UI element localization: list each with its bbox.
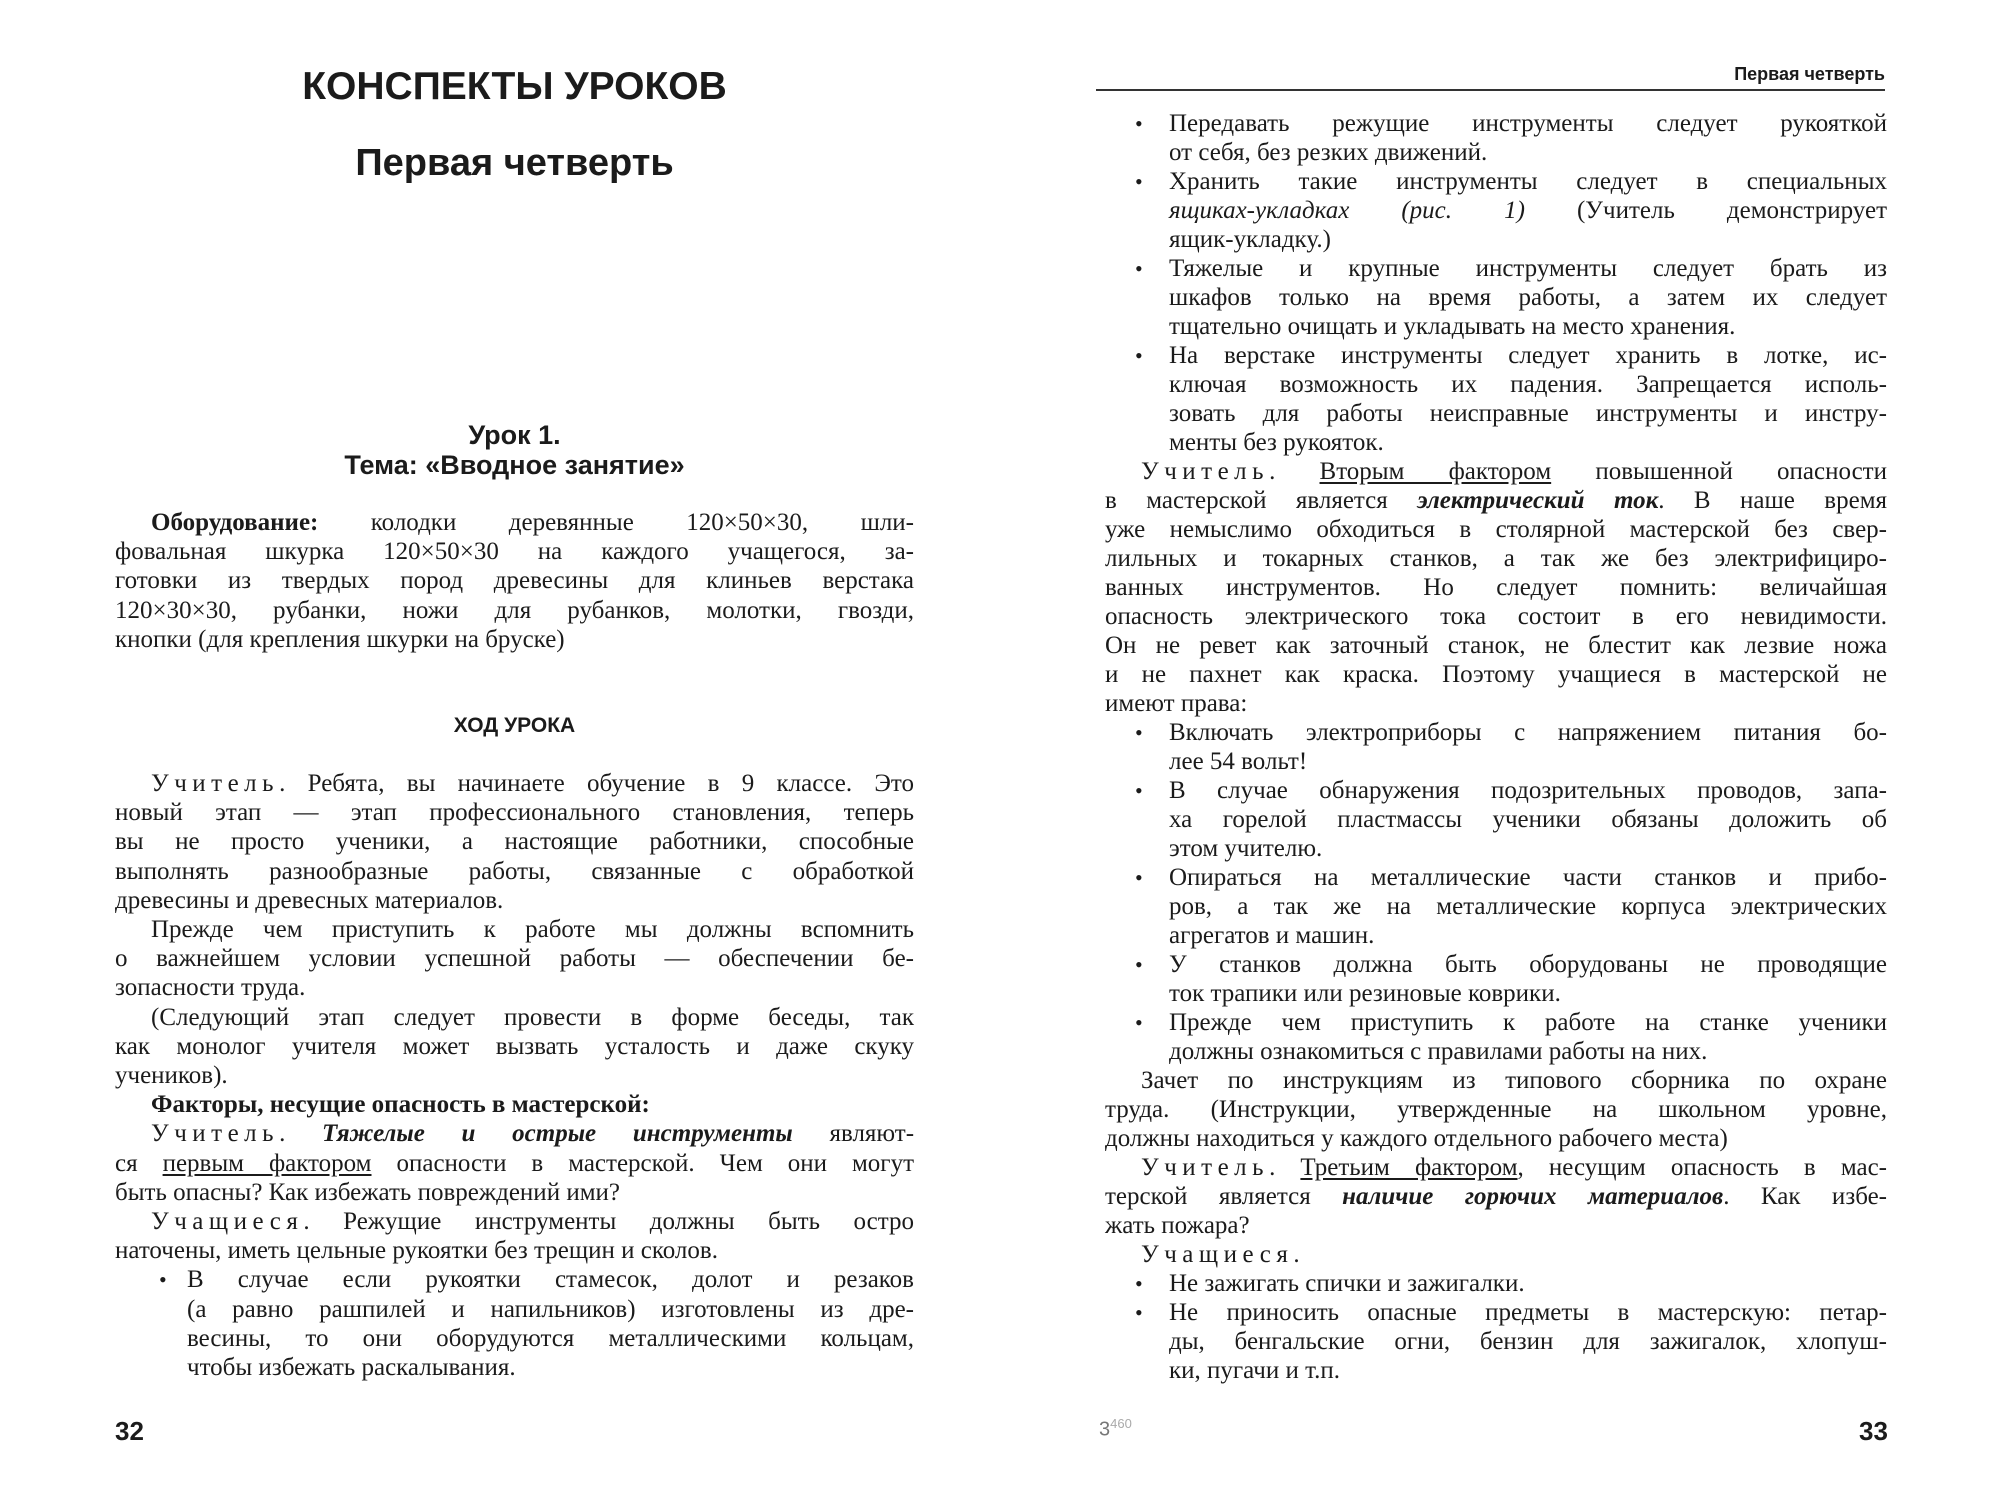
text-line	[1169, 283, 1887, 312]
text-line	[1169, 1298, 1887, 1327]
text-segment: агрегатов и машин.	[1169, 922, 1375, 949]
text-line	[115, 769, 914, 798]
paragraph	[1105, 1066, 1887, 1153]
text-segment: На верстаке инструменты следует хранить в лотке, ис-	[1169, 342, 1887, 369]
page-title: КОНСПЕКТЫ УРОКОВ	[302, 65, 727, 108]
text-segment: как монолог учителя может вызвать усталость и даже скуку	[115, 1032, 914, 1060]
text-line	[1105, 631, 1887, 660]
text-line	[1169, 225, 1887, 254]
text-segment: Хранить такие инструменты следует в специальных	[1169, 168, 1887, 195]
text-line	[1105, 1211, 1887, 1240]
text-line	[1169, 892, 1887, 921]
text-line	[115, 827, 914, 856]
bullet-icon: •	[1135, 1271, 1143, 1296]
text-line	[1169, 109, 1887, 138]
text-line	[1105, 602, 1887, 631]
text-line	[115, 1236, 914, 1265]
text-segment: Тяжелые и крупные инструменты следует брать из	[1169, 255, 1887, 282]
text-segment: Третьим фактором	[1300, 1154, 1518, 1181]
text-line	[115, 1178, 914, 1207]
text-segment: фовальная шкурка 120×50×30 на каждого учащегося, за-	[115, 538, 914, 566]
text-segment: должны находиться у каждого отдельного рабочего места)	[1105, 1125, 1728, 1152]
text-segment: терской является	[1105, 1183, 1343, 1210]
text-segment: шкафов только на время работы, а затем их следует	[1169, 284, 1887, 311]
text-segment: учеников).	[115, 1062, 228, 1090]
text-segment: Факторы, несущие опасность в мастерской:	[151, 1091, 650, 1119]
text-line	[115, 537, 914, 566]
text-segment: лее 54 вольт!	[1169, 748, 1308, 775]
text-segment: Учитель	[1141, 1154, 1270, 1181]
text-segment: должны ознакомиться с правилами работы на них.	[1169, 1038, 1708, 1065]
paragraph	[115, 915, 914, 1003]
text-line	[1169, 312, 1887, 341]
text-segment: кнопки (для крепления шкурки на бруске)	[115, 625, 565, 653]
text-segment: Учитель	[151, 770, 280, 797]
text-line	[115, 1003, 914, 1032]
paragraph	[115, 769, 914, 915]
lesson-topic: Тема: «Вводное занятие»	[344, 450, 685, 480]
bullet-icon: •	[1135, 256, 1143, 281]
text-segment: выполнять разнообразные работы, связанные с обработкой	[115, 857, 914, 885]
text-line	[1105, 1240, 1887, 1269]
text-segment: Опираться на металлические части станков и прибо-	[1169, 864, 1887, 891]
text-segment: менты без рукояток.	[1169, 429, 1384, 456]
text-line	[1105, 486, 1887, 515]
paragraph	[1105, 1153, 1887, 1240]
text-line	[187, 1265, 914, 1294]
text-line	[115, 596, 914, 625]
text-segment: имеют права:	[1105, 690, 1248, 717]
text-line	[1169, 921, 1887, 950]
text-segment: Тяжелые и острые инструменты	[322, 1120, 793, 1148]
page-number-left: 32	[115, 1416, 144, 1446]
text-segment: колодки деревянные 120×50×30, шли-	[318, 509, 914, 536]
text-line	[1105, 689, 1887, 718]
text-segment: от себя, без резких движений.	[1169, 139, 1488, 166]
text-line	[1169, 1037, 1887, 1066]
text-segment: . Ребята, вы начинаете обучение в 9 классе. Это	[279, 770, 914, 797]
text-segment: ключая возможность их падения. Запрещается исполь-	[1169, 371, 1887, 398]
bullet-icon: •	[1135, 952, 1143, 977]
text-segment: Учащиеся	[151, 1208, 304, 1236]
signature-sup: 460	[1110, 1416, 1132, 1431]
text-line	[115, 508, 914, 537]
bullet-item	[1105, 254, 1887, 341]
bullet-item	[1105, 776, 1887, 863]
text-segment: Включать электроприборы с напряжением питания бо-	[1169, 719, 1887, 746]
text-segment: Передавать режущие инструменты следует рукояткой	[1169, 110, 1887, 137]
text-line	[187, 1353, 914, 1382]
printer-signature-mark	[1099, 1416, 1132, 1442]
text-line	[115, 1119, 914, 1148]
text-line	[1169, 776, 1887, 805]
signature-number: 3	[1099, 1418, 1111, 1441]
text-segment: опасности в мастерской. Чем они могут	[371, 1149, 914, 1177]
text-segment: У станков должна быть оборудованы не проводящие	[1169, 951, 1887, 978]
text-segment: ванных инструментов. Но следует помнить: величайшая	[1105, 574, 1887, 601]
text-line	[1105, 660, 1887, 689]
text-segment: готовки из твердых пород древесины для клиньев верстака	[115, 567, 914, 595]
paragraph	[115, 1119, 914, 1207]
text-segment: ров, а так же на металлические корпуса электрических	[1169, 893, 1887, 920]
text-segment: (Учитель демонстрирует	[1524, 197, 1887, 224]
text-segment: (а равно рашпилей и напильников) изготовлены из дре-	[187, 1295, 914, 1323]
text-segment: быть опасны? Как избежать повреждений ими?	[115, 1178, 620, 1206]
text-line	[1169, 370, 1887, 399]
text-segment: Учитель	[151, 1120, 280, 1148]
text-segment: повышенной опасности	[1551, 458, 1887, 485]
text-line	[1169, 254, 1887, 283]
text-line	[1105, 515, 1887, 544]
header-rule	[1096, 89, 1885, 91]
paragraph	[1105, 457, 1887, 718]
page-number-right: 33	[1859, 1416, 1888, 1446]
text-line	[115, 625, 914, 654]
text-line	[115, 915, 914, 944]
text-segment: . Как избе-	[1723, 1183, 1888, 1210]
text-segment: вы не просто ученики, а настоящие работники, способные	[115, 828, 914, 856]
text-segment: ящик-укладку.)	[1169, 226, 1331, 253]
text-segment: лильных и токарных станков, а так же без электрифициро-	[1105, 545, 1887, 572]
text-line	[1169, 167, 1887, 196]
text-segment: ха горелой пластмассы ученики обязаны доложить об	[1169, 806, 1887, 833]
text-line	[1169, 863, 1887, 892]
course-heading: ХОД УРОКА	[453, 714, 576, 737]
text-line	[1105, 544, 1887, 573]
text-segment: первым фактором	[162, 1149, 372, 1177]
text-segment: являют-	[792, 1120, 915, 1148]
text-segment: о важнейшем условии успешной работы — обеспечении бе-	[115, 945, 914, 973]
text-line	[1105, 1095, 1887, 1124]
bullet-item	[1105, 1298, 1887, 1385]
text-line	[1169, 428, 1887, 457]
paragraph	[115, 1207, 914, 1265]
text-segment: уже немыслимо обходиться в столярной мастерской без свер-	[1105, 516, 1887, 543]
text-segment: , несущим опасность в мас-	[1517, 1154, 1887, 1181]
text-segment: наточены, иметь цельные рукоятки без трещин и сколов.	[115, 1237, 718, 1265]
text-segment: Прежде чем приступить к работе на станке ученики	[1169, 1009, 1887, 1036]
text-segment: (Следующий этап следует провести в форме беседы, так	[151, 1003, 914, 1031]
text-segment: наличие горючих материалов	[1342, 1183, 1724, 1210]
text-segment: Оборудование:	[151, 509, 319, 536]
text-line	[1169, 747, 1887, 776]
lesson-number: Урок 1.	[468, 420, 561, 450]
bullet-icon: •	[1135, 169, 1143, 194]
lesson-heading	[115, 420, 914, 480]
text-segment: тщательно очищать и укладывать на место хранения.	[1169, 313, 1736, 340]
text-line	[1169, 1269, 1887, 1298]
bullet-icon: •	[1135, 343, 1143, 368]
text-line	[1169, 834, 1887, 863]
section-title: Первая четверть	[355, 142, 674, 184]
text-segment: ки, пугачи и т.п.	[1169, 1357, 1341, 1384]
text-line	[115, 886, 914, 915]
text-line	[1169, 1356, 1887, 1385]
text-line	[1105, 1182, 1887, 1211]
bullet-item	[1105, 718, 1887, 776]
text-segment: в мастерской является	[1105, 487, 1418, 514]
text-segment: весины, то они оборудуются металлическими кольцам,	[187, 1324, 914, 1352]
text-line	[115, 566, 914, 595]
text-line	[187, 1295, 914, 1324]
paragraph	[115, 1090, 914, 1119]
bullet-item	[1105, 950, 1887, 1008]
bullet-item	[1105, 109, 1887, 167]
equipment-block	[115, 508, 914, 654]
text-line	[1169, 1327, 1887, 1356]
text-segment: .	[1269, 1154, 1301, 1181]
text-line	[1105, 1153, 1887, 1182]
running-head: Первая четверть	[1734, 64, 1885, 84]
text-segment: и не пахнет как краска. Поэтому учащиеся в мастерской не	[1105, 661, 1887, 688]
left-page-body	[115, 769, 914, 1382]
text-line	[1105, 457, 1887, 486]
text-line	[115, 1061, 914, 1090]
bullet-item	[1105, 863, 1887, 950]
text-segment: новый этап — этап профессионального становления, теперь	[115, 799, 914, 827]
text-segment: Вторым фактором	[1319, 458, 1552, 485]
text-segment: ся	[115, 1149, 163, 1177]
text-line	[1169, 138, 1887, 167]
text-segment: Он не ревет как заточный станок, не блестит как лезвие ножа	[1105, 632, 1887, 659]
text-segment: .	[1293, 1241, 1300, 1268]
text-segment: В случае обнаружения подозрительных проводов, запа-	[1169, 777, 1887, 804]
text-line	[1105, 1124, 1887, 1153]
text-segment: электрический ток	[1417, 487, 1659, 514]
text-segment: опасность электрического тока состоит в его невидимости.	[1105, 603, 1887, 630]
right-page-body	[1105, 109, 1887, 1385]
text-line	[115, 973, 914, 1002]
text-line	[1169, 399, 1887, 428]
bullet-item	[1105, 1008, 1887, 1066]
text-line	[1169, 341, 1887, 370]
text-segment: Не приносить опасные предметы в мастерскую: петар-	[1169, 1299, 1887, 1326]
bullet-icon: •	[1135, 720, 1143, 745]
text-segment: ды, бенгальские огни, бензин для зажигалок, хлопуш-	[1169, 1328, 1887, 1355]
text-line	[1105, 1066, 1887, 1095]
text-segment: Учитель	[1141, 458, 1270, 485]
text-segment: зовать для работы неисправные инструменты и инстру-	[1169, 400, 1887, 427]
bullet-icon: •	[1135, 1010, 1143, 1035]
text-line	[115, 944, 914, 973]
text-line	[1105, 573, 1887, 602]
text-segment: древесины и древесных материалов.	[115, 886, 504, 914]
text-line	[1169, 1008, 1887, 1037]
text-segment: .	[1269, 458, 1320, 485]
text-segment: зопасности труда.	[115, 974, 306, 1002]
bullet-icon: •	[1135, 111, 1143, 136]
text-segment: ящиках-укладках (рис. 1)	[1169, 197, 1525, 224]
text-segment: . Режущие инструменты должны быть остро	[303, 1208, 914, 1236]
text-line	[115, 857, 914, 886]
text-segment: .	[279, 1120, 323, 1148]
text-line	[115, 798, 914, 827]
text-line	[1169, 950, 1887, 979]
bullet-icon: •	[1135, 865, 1143, 890]
bullet-icon: •	[159, 1267, 167, 1293]
paragraph	[115, 1003, 914, 1091]
text-segment: чтобы избежать раскалывания.	[187, 1354, 516, 1382]
text-segment: этом учителю.	[1169, 835, 1323, 862]
text-line	[1169, 979, 1887, 1008]
text-segment: Учащиеся	[1141, 1241, 1294, 1268]
text-segment: . В наше время	[1658, 487, 1888, 514]
text-segment: труда. (Инструкции, утвержденные на школьном уровне,	[1105, 1096, 1887, 1123]
text-segment: Не зажигать спички и зажигалки.	[1169, 1270, 1525, 1297]
text-line	[1169, 805, 1887, 834]
text-segment: 120×30×30, рубанки, ножи для рубанков, молотки, гвозди,	[115, 596, 914, 624]
text-line	[115, 1090, 914, 1119]
text-line	[115, 1207, 914, 1236]
bullet-icon: •	[1135, 1300, 1143, 1325]
paragraph	[1105, 1240, 1887, 1269]
text-segment: ток трапики или резиновые коврики.	[1169, 980, 1561, 1007]
text-segment: Прежде чем приступить к работе мы должны вспомнить	[151, 916, 914, 944]
text-line	[115, 1149, 914, 1178]
text-segment: жать пожара?	[1105, 1212, 1250, 1239]
text-line	[1169, 718, 1887, 747]
text-line	[1169, 196, 1887, 225]
text-line	[187, 1324, 914, 1353]
bullet-item	[115, 1265, 914, 1382]
bullet-item	[1105, 341, 1887, 457]
paragraph	[115, 508, 914, 654]
bullet-item	[1105, 1269, 1887, 1298]
bullet-icon: •	[1135, 778, 1143, 803]
text-segment: В случае если рукоятки стамесок, долот и резаков	[187, 1266, 914, 1294]
bullet-item	[1105, 167, 1887, 254]
text-line	[115, 1032, 914, 1061]
text-segment: Зачет по инструкциям из типового сборника по охране	[1141, 1067, 1887, 1094]
